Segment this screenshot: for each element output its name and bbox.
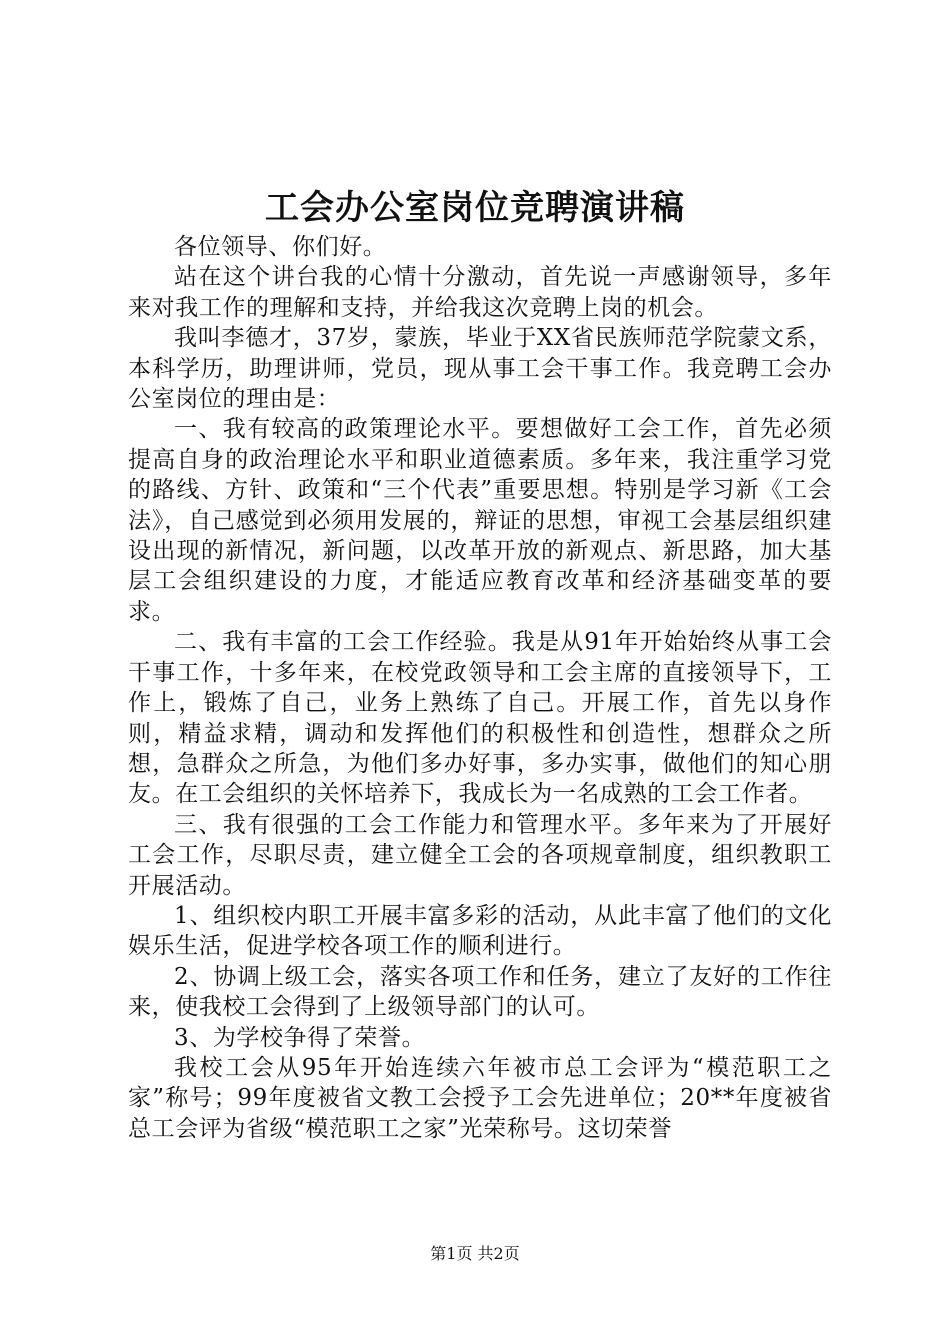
paragraph-item-three: 3、为学校争得了荣誉。 [174,1024,426,1051]
paragraph-reason-one: 一、我有较高的政策理论水平。要想做好工会工作，首先必须提高自身的政治理论水平和职业道德素质。多年来，我注重学习党的路线、方针、政策和“三个代表”重要思想。特别是学习新《工会法》，自己感觉到必须用发展的，辩证的思想，审视工会基层组织建设出现的新情况，新问题，以改革开放的新观点、新思路，加大基层工会组织建设的力度，才能适应教育改革和经济基础变革的要求。 [128,416,832,625]
document-body [128,232,832,1144]
paragraph-item-two: 2、协调上级工会，落实各项工作和任务，建立了友好的工作往来，使我校工会得到了上级领导部门的认可。 [128,963,832,1021]
page-footer: 第1页 共2页 [430,1244,520,1263]
paragraph-reason-two: 二、我有丰富的工会工作经验。我是从91年开始始终从事工会干事工作，十多年来，在校党政领导和工会主席的直接领导下，工作上，锻炼了自己，业务上熟练了自己。开展工作，首先以身作则，精益求精，调动和发挥他们的积极性和创造性，想群众之所想，急群众之所急，为他们多办好事，多办实事，做他们的知心朋友。在工会组织的关怀培养下，我成长为一名成熟的工会工作者。 [128,629,832,808]
paragraph-thanks: 站在这个讲台我的心情十分激动，首先说一声感谢领导，多年来对我工作的理解和支持，并给我这次竞聘上岗的机会。 [128,264,832,321]
paragraph-reason-three: 三、我有很强的工会工作能力和管理水平。多年来为了开展好工会工作，尽职尽责，建立健全工会的各项规章制度，组织教职工开展活动。 [128,811,832,899]
paragraph-honors: 我校工会从95年开始连续六年被市总工会评为“模范职工之家”称号；99年度被省文教工会授予工会先进单位；20**年度被省总工会评为省级“模范职工之家”光荣称号。这切荣誉 [128,1054,832,1142]
paragraph-introduction: 我叫李德才，37岁，蒙族，毕业于XX省民族师范学院蒙文系，本科学历，助理讲师，党员，现从事工会干事工作。我竞聘工会办公室岗位的理由是： [128,325,832,413]
paragraph-greeting: 各位领导、你们好。 [174,234,387,260]
document-title: 工会办公室岗位竞聘演讲稿 [265,188,685,228]
paragraph-item-one: 1、组织校内职工开展丰富多彩的活动，从此丰富了他们的文化娱乐生活，促进学校各项工作的顺利进行。 [128,902,832,960]
